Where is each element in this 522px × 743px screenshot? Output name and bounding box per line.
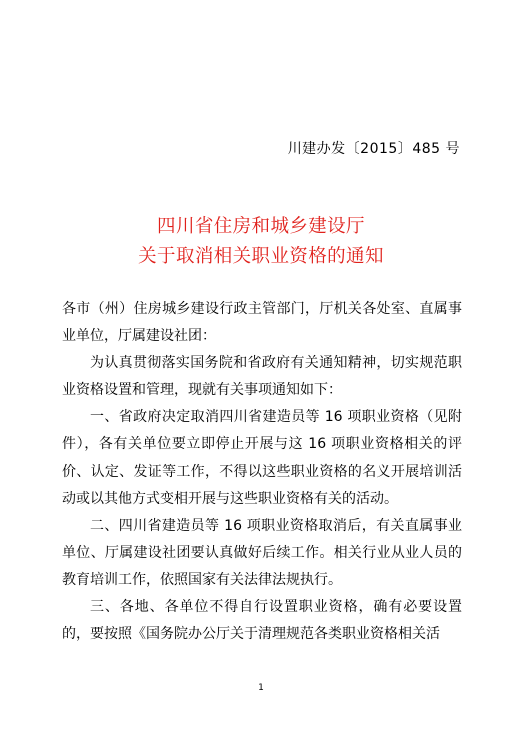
salutation: 各市（州）住房城乡建设行政主管部门，厅机关各处室、直属事业单位，厅属建设社团： bbox=[62, 301, 462, 345]
body-paragraph-3: 三、各地、各单位不得自行设置职业资格，确有必要设置的，要按照《国务院办公厅关于清理规范各类职业资格相关活 bbox=[62, 599, 462, 643]
body-paragraph-2: 二、四川省建造员等 16 项职业资格取消后，有关直属事业单位、厅属建设社团要认真做好后续工作。相关行业从业人员的教育培训工作，依照国家有关法律法规执行。 bbox=[62, 517, 462, 588]
document-title-line-2: 关于取消相关职业资格的通知 bbox=[138, 246, 384, 267]
body-paragraph-intro: 为认真贯彻落实国务院和省政府有关通知精神，切实规范职业资格设置和管理，现就有关事项通知如下： bbox=[62, 355, 462, 399]
page-number: 1 bbox=[258, 683, 264, 693]
body-paragraph-1: 一、省政府决定取消四川省建造员等 16 项职业资格（见附件），各有关单位要立即停止开展与这 16 项职业资格相关的评价、认定、发证等工作，不得以这些职业资格的名义开展培训活动或以其他方式变相开展与这些职业资格有关的活动。 bbox=[62, 409, 462, 507]
document-body bbox=[62, 296, 462, 648]
document-number: 川建办发〔2015〕485 号 bbox=[287, 141, 460, 157]
document-title-line-1: 四川省住房和城乡建设厅 bbox=[157, 216, 365, 237]
